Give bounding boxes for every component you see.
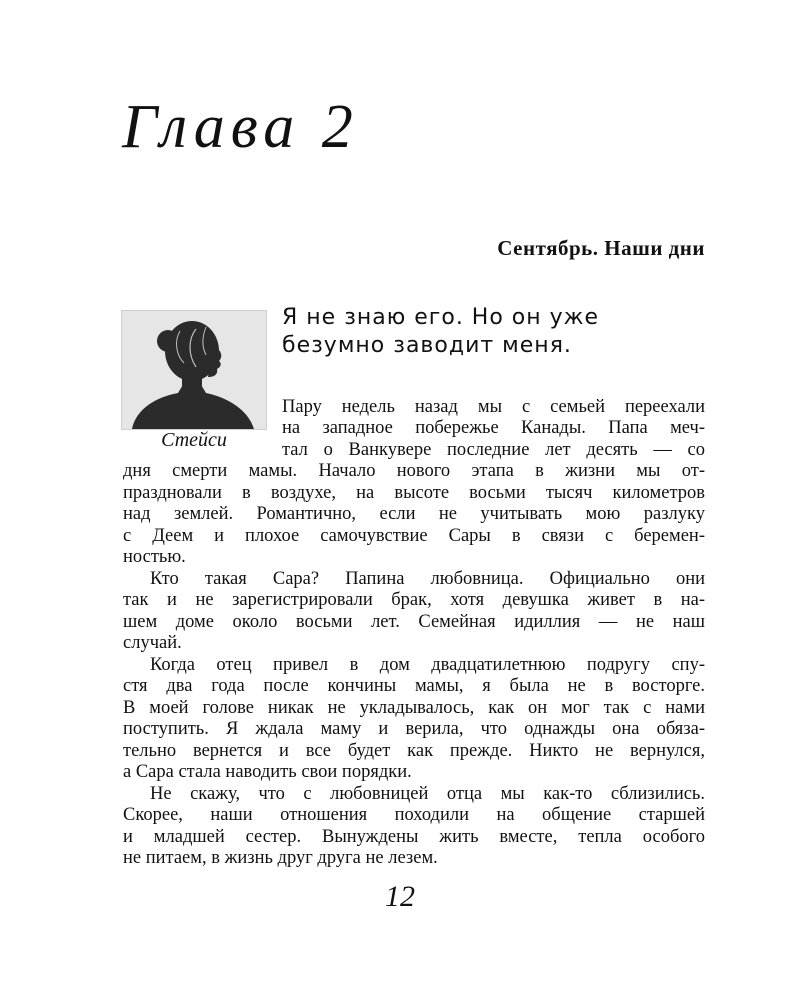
chapter-title: Глава 2: [122, 93, 359, 161]
narrator-name: Стейси: [161, 429, 227, 451]
text-line: Не скажу, что с любовницей отца мы как-то сблизились.: [150, 784, 705, 804]
text-line: поступить. Я ждала маму и верила, что однажды она обяза-: [123, 719, 705, 739]
text-line: дня смерти мамы. Начало нового этапа в жизни мы от-: [123, 461, 705, 481]
text-line: ностью.: [123, 547, 186, 567]
text-line: случай.: [123, 633, 182, 653]
text-line: тал о Ванкувере последние лет десять — со: [282, 440, 705, 460]
text-line: В моей голове никак не укладывалось, как он мог так с нами: [123, 698, 705, 718]
epigraph: Я не знаю его. Но он уже безумно заводит меня.: [282, 305, 600, 358]
page-number: 12: [385, 880, 415, 913]
text-line: праздновали в воздухе, на высоте восьми тысяч километров: [123, 483, 705, 503]
text-line: Когда отец привел в дом двадцатилетнюю подругу спу-: [150, 655, 705, 675]
text-line: с Деем и плохое самочувствие Сары в связи с беремен-: [123, 526, 705, 546]
text-line: тельно вернется и все будет как прежде. Никто не вернулся,: [123, 741, 705, 761]
text-line: на западное побережье Канады. Папа меч-: [282, 418, 705, 438]
text-line: шем доме около восьми лет. Семейная идиллия — не наш: [123, 612, 705, 632]
section-heading: Сентябрь. Наши дни: [497, 236, 705, 260]
text-line: и младшей сестер. Вынуждены жить вместе, тепла особого: [123, 827, 705, 847]
text-line: Кто такая Сара? Папина любовница. Официально они: [150, 569, 705, 589]
text-line: Пару недель назад мы с семьей переехали: [282, 397, 705, 417]
text-line: над землей. Романтично, если не учитывать мою разлуку: [123, 504, 705, 524]
chapter-body: [123, 0, 705, 1000]
text-line: Скорее, наши отношения походили на общение старшей: [123, 805, 705, 825]
text-line: а Сара стала наводить свои порядки.: [123, 762, 412, 782]
text-line: так и не зарегистрировали брак, хотя девушка живет в на-: [123, 590, 705, 610]
text-line: стя два года после кончины мамы, я была не в восторге.: [123, 676, 705, 696]
text-line: не питаем, в жизнь друг друга не лезем.: [123, 848, 438, 868]
